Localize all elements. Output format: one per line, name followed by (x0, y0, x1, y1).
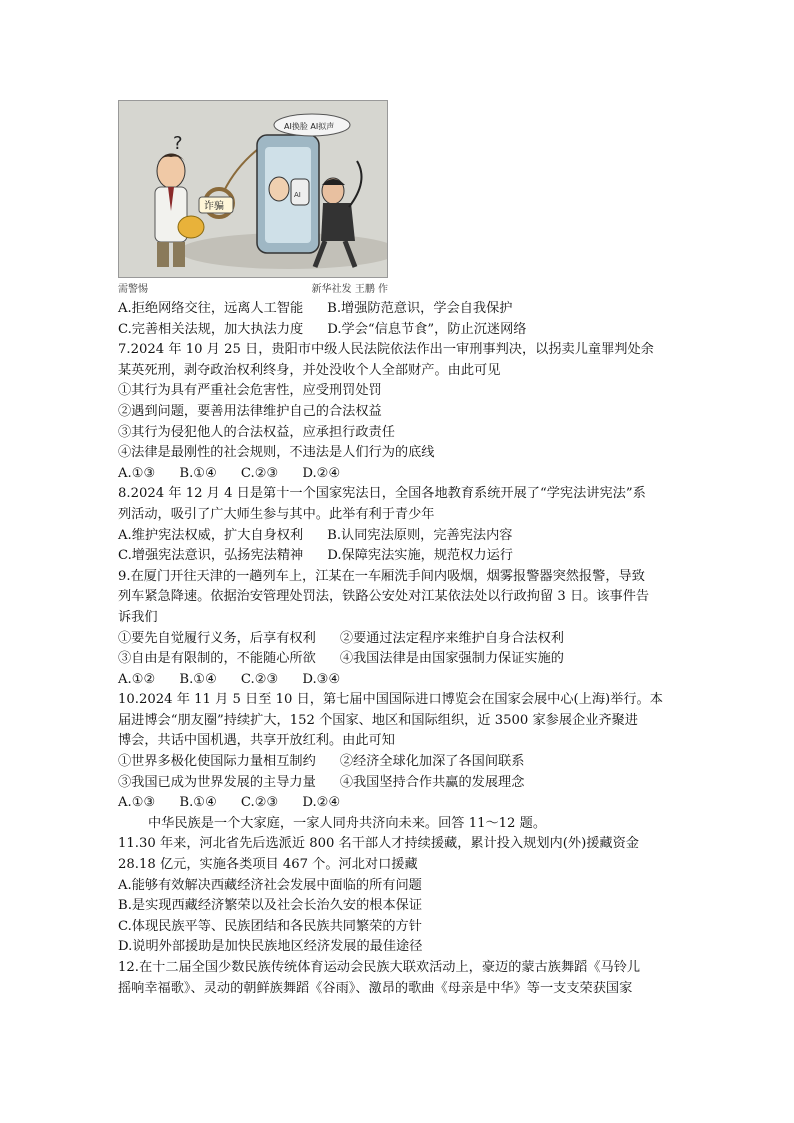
q12-stem-line-1: 12.在十二届全国少数民族传统体育运动会民族大联欢活动上，豪迈的蒙古族舞蹈《马铃儿 (118, 960, 641, 975)
exam-page (118, 100, 683, 999)
q11-option-b: B.是实现西藏经济繁荣以及社会长治久安的根本保证 (118, 898, 423, 914)
q11-stem-line-1: 11.30 年来，河北省先后选派近 800 名干部人才持续援藏，累计投入规划内(外)援藏资金 (118, 836, 639, 852)
cartoon-figure (118, 100, 388, 295)
group-intro: 中华民族是一个大家庭，一家人同舟共济向未来。回答 11～12 题。 (148, 815, 547, 831)
cartoon-credit: 新华社发 王鹏 作 (311, 284, 388, 295)
q9-option-c: C.②③ (240, 671, 279, 687)
q6-options-row-2 (118, 320, 683, 341)
q10-stem-line-1: 10.2024 年 11 月 5 日至 10 日，第七届中国国际进口博览会在国家会展中心(上海)举行。本 (118, 692, 663, 708)
q6-option-b: B.增强防范意识，学会自我保护 (327, 301, 513, 316)
q7-statement-3: ③其行为侵犯他人的合法权益，应承担行政责任 (118, 424, 395, 440)
q7-option-d: D.②④ (302, 465, 341, 481)
q11-option-a: A.能够有效解决西藏经济社会发展中面临的所有问题 (118, 877, 422, 893)
q8-option-d: D.保障宪法实施，规范权力运行 (327, 548, 513, 564)
q8-option-b: B.认同宪法原则，完善宪法内容 (327, 527, 513, 543)
q10-statement-1: ①世界多极化使国际力量相互制约 (118, 754, 316, 770)
q11-option-c: C.体现民族平等、民族团结和各民族共同繁荣的方针 (118, 918, 422, 934)
q9-statements-row-1 (118, 629, 683, 650)
q10-option-c: C.②③ (240, 795, 279, 811)
q10-option-a: A.①③ (118, 795, 156, 811)
fraud-sign: 诈骗 (204, 201, 224, 212)
q9-option-a: A.①② (118, 671, 156, 687)
cartoon-caption (118, 280, 388, 295)
q7-statement-2: ②遇到问题，要善用法律维护自己的合法权益 (118, 403, 382, 419)
q9-stem-line-3: 诉我们 (118, 609, 158, 625)
q10-statement-2: ②经济全球化加深了各国间联系 (339, 754, 525, 770)
q10-statements-row-2 (118, 773, 683, 794)
q9-statement-4: ④我国法律是由国家强制力保证实施的 (339, 651, 564, 667)
q10-option-b: B.①④ (179, 795, 217, 811)
phone-figure (257, 135, 319, 253)
q9-stem-line-1: 9.在厦门开往天津的一趟列车上，江某在一车厢洗手间内吸烟，烟雾报警器突然报警，导致 (118, 568, 645, 584)
q9-statement-3: ③自由是有限制的，不能随心所欲 (118, 651, 316, 667)
q10-option-d: D.②④ (302, 795, 341, 811)
q9-statements-row-2 (118, 649, 683, 670)
q8-stem-line-2: 列活动，吸引了广大师生参与其中。此举有利于青少年 (118, 506, 435, 522)
q10-statement-3: ③我国已成为世界发展的主导力量 (118, 774, 316, 790)
q12-stem-line-2: 摇响幸福歌》、灵动的朝鲜族舞蹈《谷雨》、激昂的歌曲《母亲是中华》等一支支荣获国家 (118, 980, 633, 996)
q10-statement-4: ④我国坚持合作共赢的发展理念 (339, 774, 525, 790)
q11-option-d: D.说明外部援助是加快民族地区经济发展的最佳途径 (118, 939, 423, 955)
q8-stem-line-1: 8.2024 年 12 月 4 日是第十一个国家宪法日，全国各地教育系统开展了“学宪法讲宪法”系 (118, 486, 646, 502)
q7-option-b: B.①④ (179, 465, 217, 481)
q7-options (118, 464, 683, 485)
ai-cloud-text: AI换脸 AI拟声 (284, 122, 335, 131)
fraud-cartoon-illustration (119, 101, 387, 277)
q6-option-c: C.完善相关法规，加大执法力度 (118, 321, 304, 337)
question-mark: ? (173, 133, 183, 154)
q9-options (118, 670, 683, 691)
q8-option-a: A.维护宪法权威，扩大自身权利 (118, 527, 304, 543)
q10-options (118, 793, 683, 814)
q8-options-row-1 (118, 526, 683, 547)
q7-option-c: C.②③ (240, 465, 279, 481)
phone-ai-label: AI (294, 191, 301, 199)
q10-statements-row-1 (118, 752, 683, 773)
cartoon-title: 需警惕 (118, 284, 148, 295)
q10-stem-line-3: 博会，共话中国机遇，共享开放红利。由此可知 (118, 733, 395, 749)
q7-statement-1: ①其行为具有严重社会危害性，应受刑罚处罚 (118, 383, 382, 399)
q7-option-a: A.①③ (118, 465, 156, 481)
q8-options-row-2 (118, 546, 683, 567)
q6-options-row-1 (118, 299, 683, 320)
cartoon-image (118, 100, 388, 278)
q9-option-d: D.③④ (302, 671, 341, 687)
q11-stem-line-2: 28.18 亿元，实施各类项目 467 个。河北对口援藏 (118, 857, 418, 873)
q7-stem-line-2: 某英死刑，剥夺政治权利终身，并处没收个人全部财产。由此可见 (118, 362, 501, 378)
q9-stem-line-2: 列车紧急降速。依据治安管理处罚法，铁路公安处对江某依法处以行政拘留 3 日。该事件告 (118, 589, 650, 605)
q10-stem-line-2: 届进博会“朋友圈”持续扩大，152 个国家、地区和国际组织，近 3500 家参展企业齐聚进 (118, 712, 638, 728)
q7-statement-4: ④法律是最刚性的社会规则，不违法是人们行为的底线 (118, 445, 435, 461)
q9-statement-2: ②要通过法定程序来维护自身合法权利 (339, 630, 564, 646)
q6-option-d: D.学会“信息节食”，防止沉迷网络 (327, 321, 527, 337)
q9-option-b: B.①④ (179, 671, 217, 687)
q9-statement-1: ①要先自觉履行义务，后享有权利 (118, 630, 316, 646)
q8-option-c: C.增强宪法意识，弘扬宪法精神 (118, 548, 304, 564)
q7-stem-line-1: 7.2024 年 10 月 25 日，贵阳市中级人民法院依法作出一审刑事判决，以拐卖儿童罪判处余 (118, 342, 654, 358)
q6-option-a: A.拒绝网络交往，远离人工智能 (118, 301, 304, 316)
